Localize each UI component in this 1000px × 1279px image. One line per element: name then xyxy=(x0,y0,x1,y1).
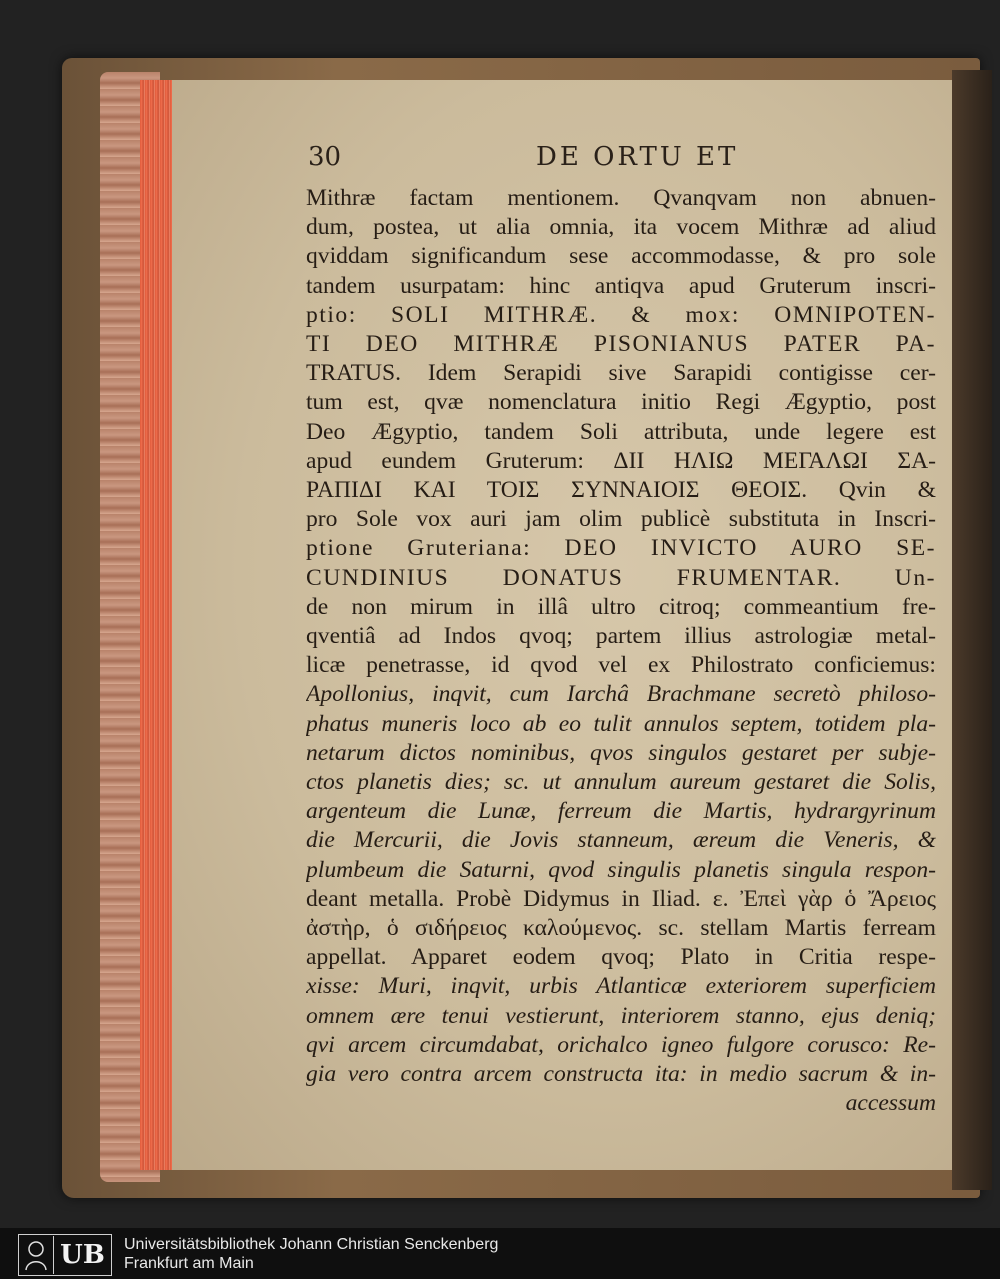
text-line: tum est, qvæ nomenclatura initio Regi Ægyptio, post xyxy=(306,389,936,416)
text-line: de non mirum in illâ ultro citroq; commeantium fre- xyxy=(306,593,936,620)
text-line: ptione Gruteriana: DEO INVICTO AURO SE- xyxy=(306,535,936,562)
text-line: tandem usurpatam: hinc antiqva apud Gruterum inscri- xyxy=(306,272,936,299)
text-line: die Mercurii, die Jovis stanneum, æreum die Veneris, & xyxy=(306,827,936,854)
text-line: appellat. Apparet eodem qvoq; Plato in Critia respe- xyxy=(306,944,936,971)
text-line: TRATUS. Idem Serapidi sive Sarapidi contigisse cer- xyxy=(306,360,936,387)
ub-logo[interactable] xyxy=(18,1234,112,1276)
page-number: 30 xyxy=(308,142,342,172)
text-line: deant metalla. Probè Didymus in Iliad. ε. Ἐπεὶ γὰρ ὁ Ἄρειος xyxy=(306,885,936,912)
text-line: ΡΑΠΙΔΙ ΚΑΙ ΤΟΙΣ ΣΥΝΝΑΙΟΙΣ ΘΕΟΙΣ. Qvin & xyxy=(306,477,936,504)
institution-line-2: Frankfurt am Main xyxy=(124,1255,254,1272)
text-line: Apollonius, inqvit, cum Iarchâ Brachmane secretò philoso- xyxy=(306,681,936,708)
text-line: CUNDINIUS DONATUS FRUMENTAR. Un- xyxy=(306,564,936,591)
text-line: dum, postea, ut alia omnia, ita vocem Mithræ ad aliud xyxy=(306,214,936,241)
institution-name xyxy=(124,1235,498,1273)
running-head: DE ORTU ET xyxy=(536,142,739,172)
text-line: qvi arcem circumdabat, orichalco igneo fulgore corusco: Re- xyxy=(306,1031,936,1058)
text-line: ἀστὴρ, ὁ σιδήρειος καλούμενος. sc. stellam Martis ferream xyxy=(306,915,936,942)
book-binding xyxy=(952,70,992,1190)
text-line: ctos planetis dies; sc. ut annulum aureum gestaret die Solis, xyxy=(306,769,936,796)
text-line: gia vero contra arcem constructa ita: in medio sacrum & in- xyxy=(306,1061,936,1088)
text-line: argenteum die Lunæ, ferreum die Martis, hydrargyrinum xyxy=(306,798,936,825)
text-line: qventiâ ad Indos qvoq; partem illius astrologiæ metal- xyxy=(306,623,936,650)
logo-text: UB xyxy=(60,1240,105,1270)
page-header xyxy=(308,142,948,176)
text-line: phatus muneris loco ab eo tulit annulos septem, totidem pla- xyxy=(306,710,936,737)
text-line: omnem ære tenui vestierunt, interiorem stanno, ejus deniq; xyxy=(306,1002,936,1029)
text-line: pro Sole vox auri jam olim publicè substituta in Inscri- xyxy=(306,506,936,533)
text-line: licæ penetrasse, id qvod vel ex Philostrato conficiemus: xyxy=(306,652,936,679)
text-line: netarum dictos nominibus, qvos singulos gestaret per subje- xyxy=(306,739,936,766)
text-line: ptio: SOLI MITHRÆ. & mox: OMNIPOTEN- xyxy=(306,301,936,328)
library-footer xyxy=(0,1228,1000,1279)
text-line: Mithræ factam mentionem. Qvanqvam non abnuen- xyxy=(306,185,936,211)
text-line: plumbeum die Saturni, qvod singulis planetis singula respon- xyxy=(306,856,936,883)
institution-line-1: Universitätsbibliothek Johann Christian Senckenberg xyxy=(124,1236,499,1253)
text-line: apud eundem Gruterum: ΔΙΙ ΗΛΙΩ ΜΕΓΑΛΩΙ ΣΑ- xyxy=(306,447,936,474)
text-line: xisse: Muri, inqvit, urbis Atlanticæ exteriorem superficiem xyxy=(306,973,936,1000)
text-line: Deo Ægyptio, tandem Soli attributa, unde legere est xyxy=(306,418,936,445)
portrait-icon xyxy=(19,1236,54,1274)
body-text xyxy=(306,184,936,1119)
text-line: qviddam significandum sese accommodasse, & pro sole xyxy=(306,243,936,270)
text-line: TI DEO MITHRÆ PISONIANUS PATER PA- xyxy=(306,331,936,358)
catchword: accessum xyxy=(845,1090,936,1117)
